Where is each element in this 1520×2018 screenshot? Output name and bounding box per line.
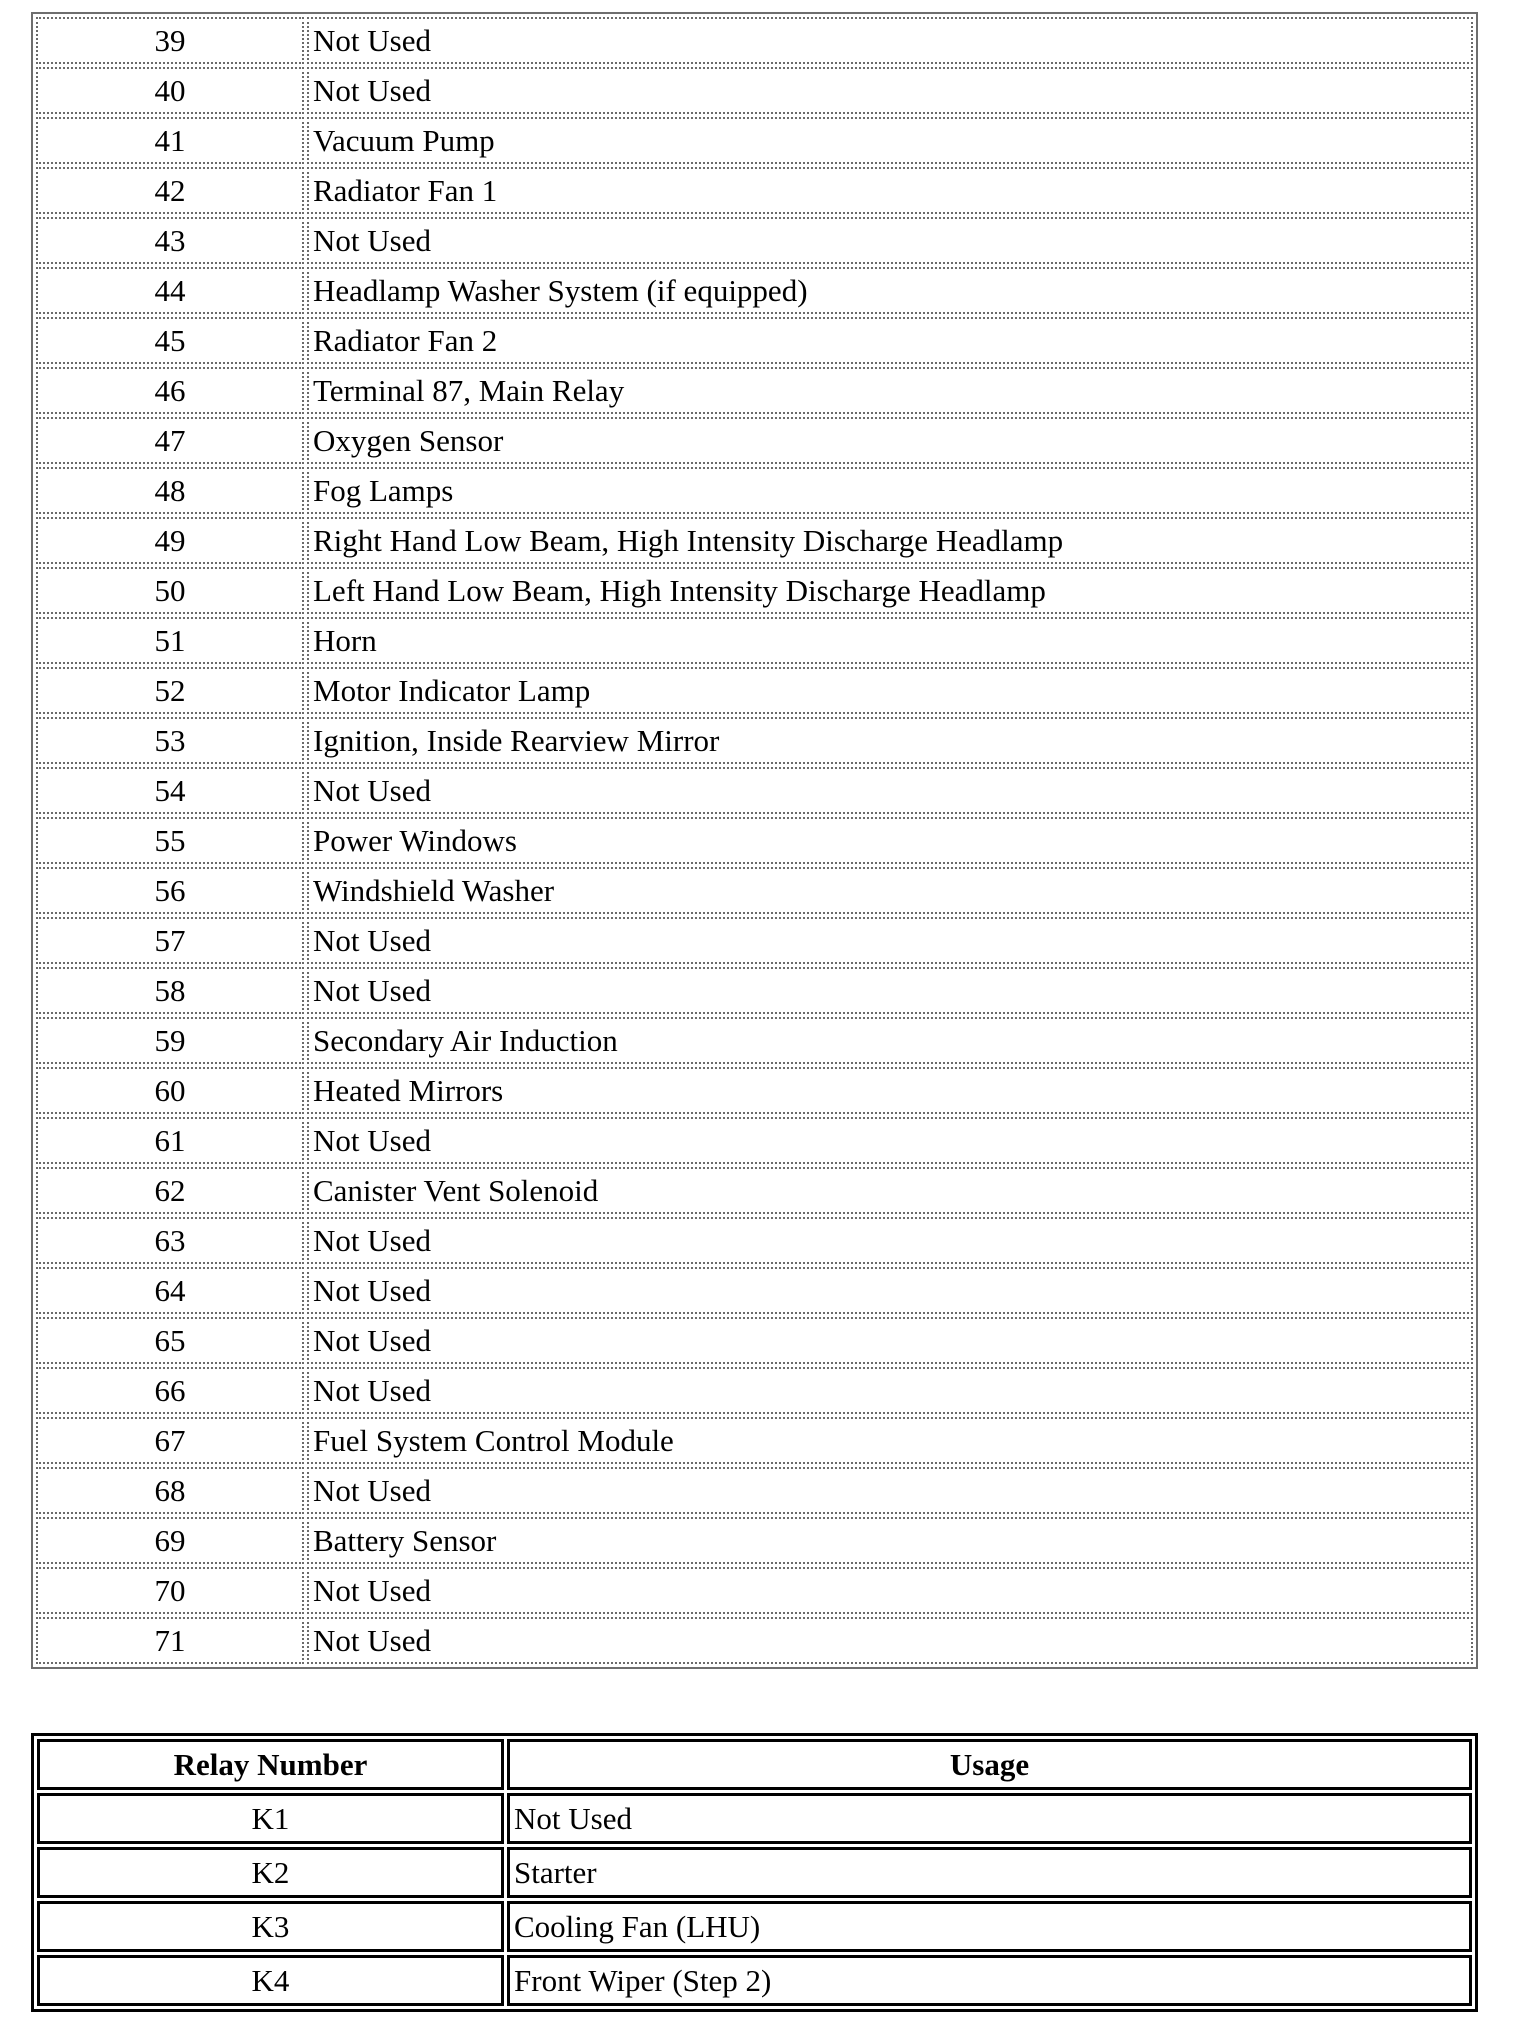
fuse-number: 51 [36, 617, 304, 664]
fuse-number: 69 [36, 1517, 304, 1564]
fuse-description: Not Used [307, 1217, 1473, 1264]
fuse-row [36, 617, 1473, 664]
fuse-row [36, 1417, 1473, 1464]
fuse-number: 47 [36, 417, 304, 464]
fuse-description: Not Used [307, 967, 1473, 1014]
fuse-row [36, 1617, 1473, 1664]
fuse-table-body [36, 17, 1473, 1664]
fuse-row [36, 517, 1473, 564]
fuse-row [36, 117, 1473, 164]
fuse-row [36, 1467, 1473, 1514]
fuse-row [36, 367, 1473, 414]
fuse-number: 55 [36, 817, 304, 864]
fuse-number: 59 [36, 1017, 304, 1064]
relay-row [37, 1955, 1472, 2006]
fuse-number: 58 [36, 967, 304, 1014]
fuse-description: Not Used [307, 67, 1473, 114]
relay-number: K2 [37, 1847, 504, 1898]
fuse-description: Not Used [307, 1367, 1473, 1414]
fuse-description: Not Used [307, 1617, 1473, 1664]
fuse-description: Not Used [307, 767, 1473, 814]
fuse-number: 43 [36, 217, 304, 264]
fuse-row [36, 167, 1473, 214]
fuse-description: Not Used [307, 1467, 1473, 1514]
fuse-row [36, 1317, 1473, 1364]
fuse-number: 65 [36, 1317, 304, 1364]
fuse-description: Radiator Fan 2 [307, 317, 1473, 364]
fuse-row [36, 1117, 1473, 1164]
fuse-row [36, 417, 1473, 464]
fuse-row [36, 317, 1473, 364]
fuse-number: 53 [36, 717, 304, 764]
relay-usage-header: Usage [507, 1739, 1472, 1790]
fuse-number: 44 [36, 267, 304, 314]
fuse-number: 52 [36, 667, 304, 714]
fuse-row [36, 1267, 1473, 1314]
fuse-number: 42 [36, 167, 304, 214]
fuse-description: Right Hand Low Beam, High Intensity Discharge Headlamp [307, 517, 1473, 564]
fuse-number: 71 [36, 1617, 304, 1664]
relay-number: K1 [37, 1793, 504, 1844]
fuse-row [36, 17, 1473, 64]
fuse-description: Not Used [307, 1567, 1473, 1614]
relay-usage: Not Used [507, 1793, 1472, 1844]
fuse-number: 46 [36, 367, 304, 414]
fuse-row [36, 1067, 1473, 1114]
relay-table-head [37, 1739, 1472, 1790]
fuse-row [36, 667, 1473, 714]
fuse-number: 54 [36, 767, 304, 814]
fuse-number: 50 [36, 567, 304, 614]
fuse-row [36, 1167, 1473, 1214]
fuse-description: Windshield Washer [307, 867, 1473, 914]
fuse-number: 64 [36, 1267, 304, 1314]
relay-header-row [37, 1739, 1472, 1790]
fuse-number: 48 [36, 467, 304, 514]
relay-number: K4 [37, 1955, 504, 2006]
fuse-number: 39 [36, 17, 304, 64]
fuse-number: 40 [36, 67, 304, 114]
fuse-description: Left Hand Low Beam, High Intensity Discharge Headlamp [307, 567, 1473, 614]
fuse-number: 67 [36, 1417, 304, 1464]
fuse-description: Not Used [307, 1117, 1473, 1164]
fuse-number: 70 [36, 1567, 304, 1614]
fuse-number: 49 [36, 517, 304, 564]
fuse-description: Heated Mirrors [307, 1067, 1473, 1114]
fuse-row [36, 917, 1473, 964]
fuse-description: Not Used [307, 1267, 1473, 1314]
fuse-number: 60 [36, 1067, 304, 1114]
fuse-description: Oxygen Sensor [307, 417, 1473, 464]
relay-number-header: Relay Number [37, 1739, 504, 1790]
fuse-row [36, 867, 1473, 914]
fuse-row [36, 967, 1473, 1014]
fuse-row [36, 1217, 1473, 1264]
relay-usage: Cooling Fan (LHU) [507, 1901, 1472, 1952]
relay-table-body [37, 1793, 1472, 2006]
fuse-description: Headlamp Washer System (if equipped) [307, 267, 1473, 314]
fuse-number: 57 [36, 917, 304, 964]
fuse-description: Power Windows [307, 817, 1473, 864]
fuse-description: Vacuum Pump [307, 117, 1473, 164]
relay-table [31, 1733, 1478, 2012]
fuse-number: 68 [36, 1467, 304, 1514]
fuse-description: Terminal 87, Main Relay [307, 367, 1473, 414]
fuse-row [36, 1367, 1473, 1414]
fuse-description: Not Used [307, 1317, 1473, 1364]
fuse-row [36, 717, 1473, 764]
fuse-description: Motor Indicator Lamp [307, 667, 1473, 714]
fuse-row [36, 67, 1473, 114]
fuse-row [36, 1517, 1473, 1564]
fuse-number: 63 [36, 1217, 304, 1264]
fuse-description: Canister Vent Solenoid [307, 1167, 1473, 1214]
fuse-row [36, 1017, 1473, 1064]
fuse-row [36, 567, 1473, 614]
fuse-row [36, 817, 1473, 864]
fuse-description: Not Used [307, 17, 1473, 64]
fuse-description: Fog Lamps [307, 467, 1473, 514]
relay-row [37, 1901, 1472, 1952]
fuse-row [36, 217, 1473, 264]
fuse-description: Battery Sensor [307, 1517, 1473, 1564]
fuse-table [31, 12, 1478, 1669]
fuse-description: Fuel System Control Module [307, 1417, 1473, 1464]
relay-usage: Front Wiper (Step 2) [507, 1955, 1472, 2006]
fuse-number: 45 [36, 317, 304, 364]
fuse-row [36, 467, 1473, 514]
fuse-number: 66 [36, 1367, 304, 1414]
fuse-description: Horn [307, 617, 1473, 664]
relay-row [37, 1793, 1472, 1844]
fuse-row [36, 767, 1473, 814]
fuse-number: 41 [36, 117, 304, 164]
fuse-description: Ignition, Inside Rearview Mirror [307, 717, 1473, 764]
fuse-number: 61 [36, 1117, 304, 1164]
fuse-number: 56 [36, 867, 304, 914]
fuse-row [36, 1567, 1473, 1614]
fuse-description: Not Used [307, 917, 1473, 964]
fuse-number: 62 [36, 1167, 304, 1214]
fuse-description: Radiator Fan 1 [307, 167, 1473, 214]
fuse-description: Secondary Air Induction [307, 1017, 1473, 1064]
relay-number: K3 [37, 1901, 504, 1952]
fuse-row [36, 267, 1473, 314]
fuse-description: Not Used [307, 217, 1473, 264]
relay-row [37, 1847, 1472, 1898]
relay-usage: Starter [507, 1847, 1472, 1898]
